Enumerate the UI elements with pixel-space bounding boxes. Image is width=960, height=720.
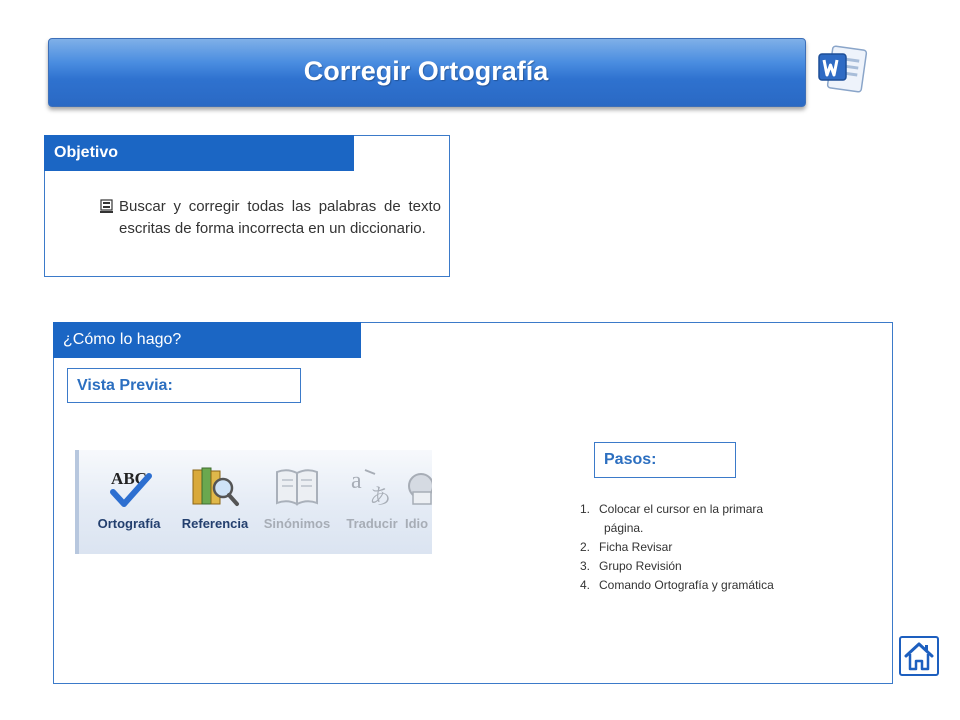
- ribbon-label: Referencia: [181, 516, 249, 531]
- ribbon-preview: [75, 450, 432, 554]
- abc-check-icon: [87, 464, 171, 510]
- ribbon-label: Sinónimos: [263, 516, 331, 531]
- list-item: 3. Grupo Revisión: [580, 559, 682, 573]
- word-logo-icon: [816, 44, 870, 96]
- ribbon-label: Idio: [405, 516, 429, 531]
- list-item: 1. Colocar el cursor en la primara: [580, 502, 764, 516]
- page-title: Corregir Ortografía: [303, 56, 549, 86]
- home-button[interactable]: [899, 636, 939, 676]
- list-item-continuation: página.: [604, 521, 644, 535]
- ribbon-button-idioma[interactable]: [401, 450, 432, 554]
- svg-text:ABC: ABC: [111, 469, 147, 488]
- list-item: 2. Ficha Revisar: [580, 540, 673, 554]
- ribbon-button-traducir[interactable]: [337, 450, 407, 554]
- objetivo-header: Objetivo: [44, 135, 354, 171]
- como-header: ¿Cómo lo hago?: [53, 322, 361, 358]
- pasos-label: Pasos:: [594, 442, 736, 478]
- list-item: 4. Comando Ortografía y gramática: [580, 578, 774, 592]
- bullet-icon: [100, 199, 113, 217]
- svg-text:あ: あ: [369, 485, 392, 510]
- globe-icon: [401, 464, 432, 510]
- ribbon-button-ortografia[interactable]: [87, 450, 171, 554]
- home-icon: [901, 638, 937, 674]
- book-icon: [255, 464, 339, 510]
- translate-icon: [337, 464, 407, 510]
- steps-list: [580, 500, 880, 595]
- objetivo-text: Buscar y corregir todas las palabras de texto escritas de forma incorrecta en un diccionario.: [119, 198, 441, 237]
- ribbon-button-sinonimos[interactable]: [255, 450, 339, 554]
- ribbon-label: Ortografía: [97, 516, 161, 531]
- vista-previa-label: Vista Previa:: [67, 368, 301, 403]
- books-magnifier-icon: [171, 464, 259, 510]
- ribbon-button-referencia[interactable]: [171, 450, 259, 554]
- ribbon-label: Traducir: [346, 516, 398, 531]
- svg-text:a: a: [351, 468, 362, 494]
